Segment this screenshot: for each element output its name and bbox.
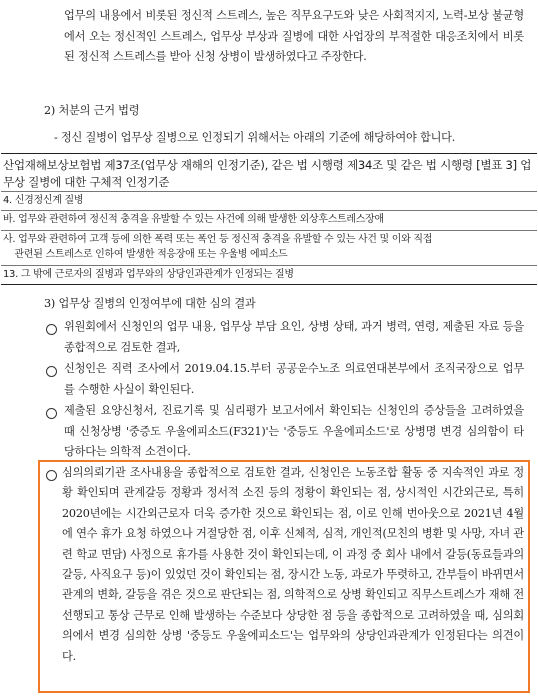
law-title: 산업재해보상보험법 제37조(업무상 재해의 인정기준), 같은 법 시행령 제34조 및 같은 법 시행령 [별표 3] 업무상 질병에 대한 구체적 인정기준 [3,158,532,189]
law-line-sa: 사. 업무와 관련하여 고객 등에 의한 폭력 또는 폭언 등 정신적 충격을 유발할 수 있는 사건 및 이와 직접 [3,234,433,245]
section-2-bullet: - 정신 질병이 업무상 질병으로 인정되기 위해서는 아래의 기준에 해당하여야 합니다. [54,131,456,144]
law-line-sa-cont: 관련된 스트레스로 인하여 발생한 적응장애 또는 우울병 에피소드 [3,249,288,260]
circle-bullet-icon [46,324,57,335]
finding-item-1: 위원회에서 신청인의 업무 내용, 업무상 부담 요인, 상병 상태, 과거 병력, 연령, 제출된 자료 등을 종합적으로 검토한 결과, [64,320,524,354]
law-line-13: 13. 그 밖에 근로자의 질병과 업무와의 상당인과관계가 인정되는 질병 [3,269,294,280]
section-2-heading: 2) 처분의 근거 법령 [44,104,140,117]
law-divider [1,191,537,192]
circle-bullet-icon [46,366,57,377]
law-line-ba: 바. 업무와 관련하여 정신적 충격을 유발할 수 있는 사건에 의해 발생한 외상후스트레스장애 [3,214,384,225]
law-reference-box [1,153,537,285]
law-divider [1,265,537,266]
finding-item-2: 신청인은 직력 조사에서 2019.04.15.부터 공공운수노조 의료연대본부에서 조직국장으로 업무를 수행한 사실이 확인된다. [64,362,524,396]
law-line-category: 4. 신경정신계 질병 [3,195,84,206]
intro-paragraph: 업무의 내용에서 비롯된 정신적 스트레스, 높은 직무요구도와 낮은 사회적지지, 노력-보상 불균형에서 오는 정신적인 스트레스, 업무상 부상과 질병에 대한 사업장의 부적절한 대응조치에서 비롯된 정신적 스트레스를 받아 신청 상병이 발생하였다고 주장한다. [64,9,524,63]
finding-item-4: 심의의뢰기관 조사내용을 종합적으로 검토한 결과, 신청인은 노동조합 활동 중 지속적인 과로 정황 확인되며 관계갈등 정황과 정서적 소진 등의 정황이 확인되는 점, 상시적인 시간외근로, 특히 2020년에는 시간외근로자 더욱 증가한 것으로 확인되는 점, 이로 인해 번아웃으로 2021년 4월에 연수 휴가 요청 하였으나 거절당한 점, 이후 신체적, 심적, 개인적(모친의 병환 및 사망, 자녀 관련 학교 면담) 사정으로 휴가를 사용한 것이 확인되는데, 이 과정 중 회사 내에서 갈등(동료들과의 갈등, 사직요구 등)이 있었던 것이 확인되는 점, 장시간 노동, 과로가 뚜렷하고, 간부들이 바뀌면서 관계의 변화, 갈등을 겪은 것으로 판단되는 점, 의학적으로 상병 확인되고 직무스트레스가 재해 전 선행되고 통상 근무로 인해 발생하는 수준보다 상당한 점 등을 종합적으로 고려하였을 때, 심의회의에서 변경 심의한 상병 '중등도 우울에피소드'는 업무와의 상당인과관계가 인정된다는 의견이다. [62,466,524,663]
law-divider [1,230,537,231]
section-3-heading: 3) 업무상 질병의 인정여부에 대한 심의 결과 [44,297,256,310]
circle-bullet-icon [46,470,57,481]
law-divider [1,210,537,211]
finding-item-3: 제출된 요양신청서, 진료기록 및 심리평가 보고서에서 확인되는 신청인의 증상들을 고려하였을 때 신청상병 '중증도 우울에피소드(F321)'는 '중등도 우울에피소드'로 상병명 변경 심의함이 타당하다는 의학적 소견이다. [64,404,524,458]
circle-bullet-icon [46,408,57,419]
